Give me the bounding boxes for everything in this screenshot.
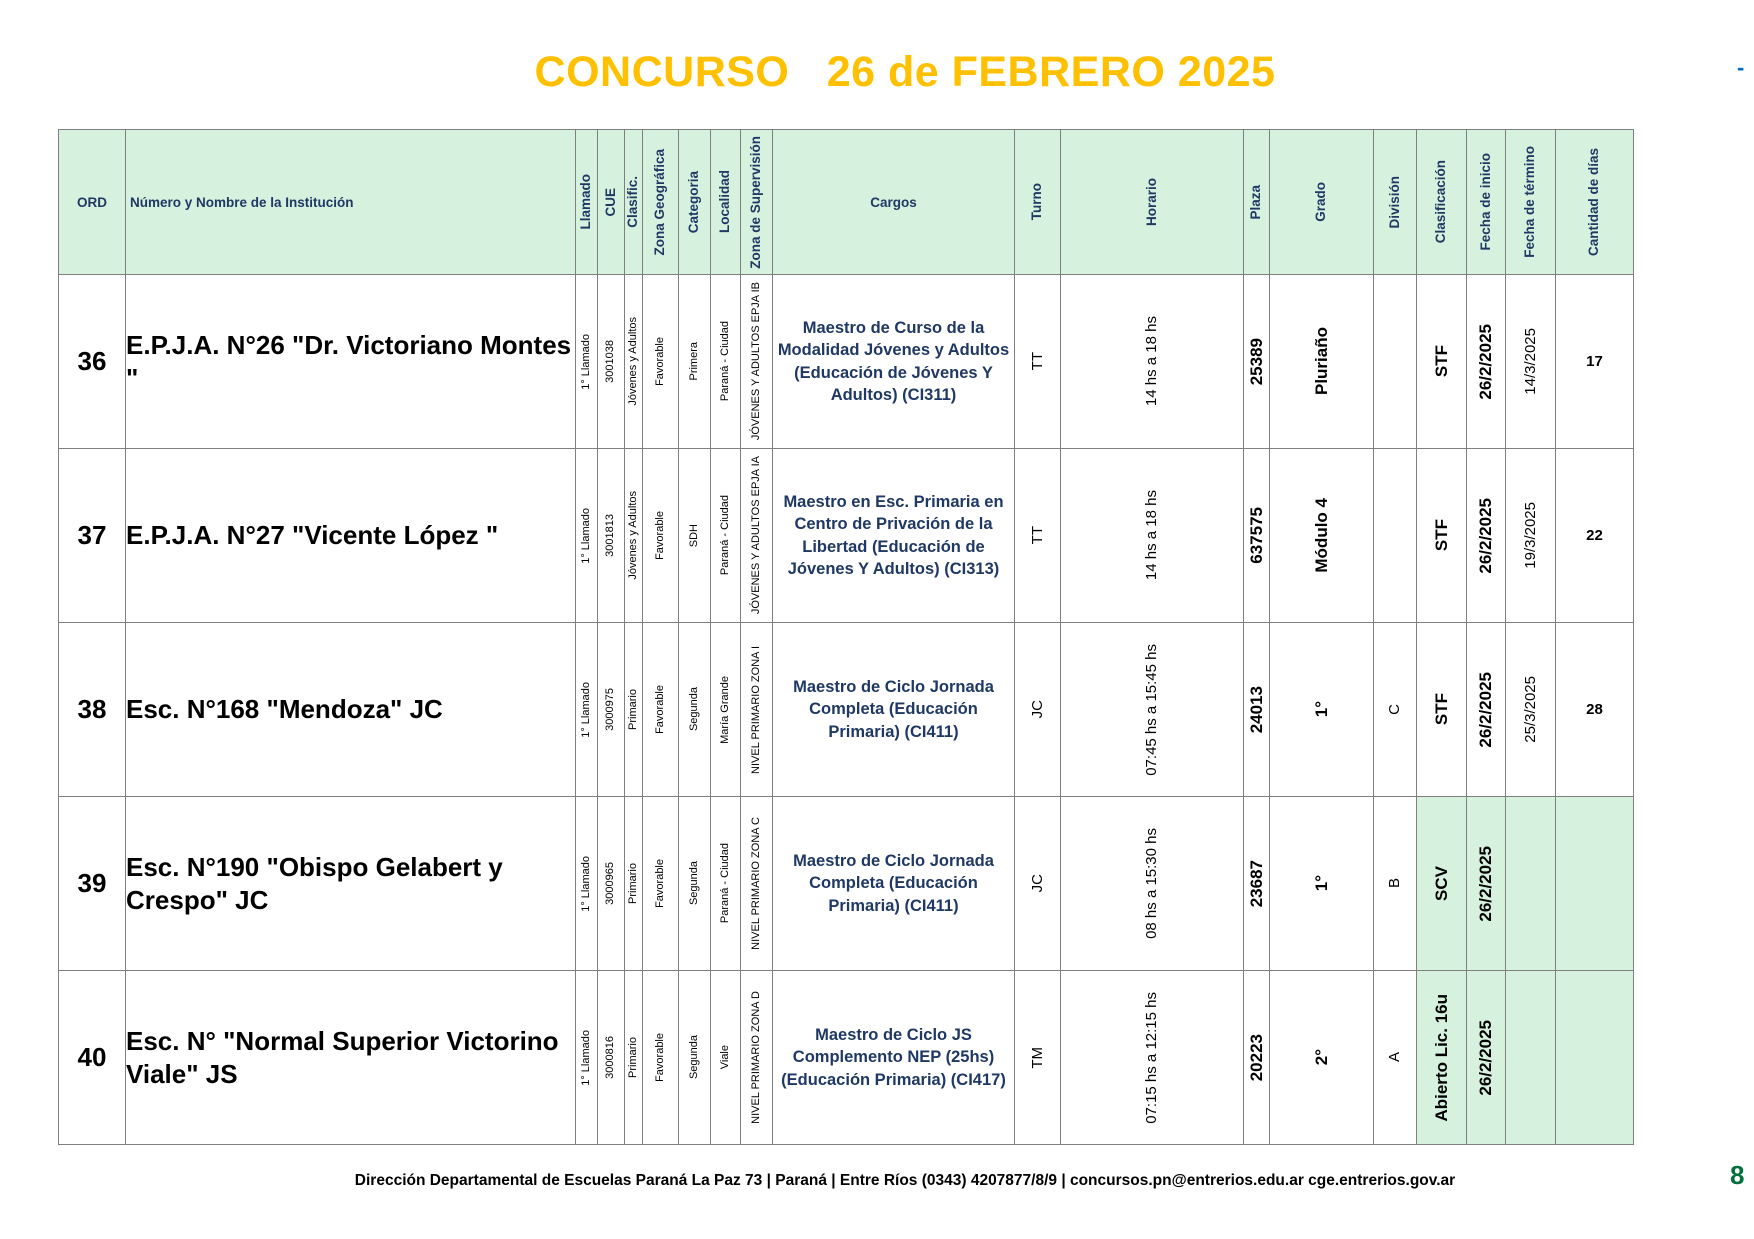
plaza-value: 20223	[1246, 1033, 1266, 1082]
header-zona-geografica-label: Zona Geográfica	[652, 148, 668, 256]
cell-cargo: Maestro de Ciclo JS Complemento NEP (25hs) (Educación Primaria) (CI417)	[773, 971, 1015, 1145]
cell-fecha-inicio	[1467, 971, 1506, 1145]
cell-plaza	[1244, 797, 1270, 971]
cell-grado	[1270, 449, 1374, 623]
division-value: C	[1386, 704, 1404, 715]
grado-value: 1°	[1311, 701, 1331, 718]
cell-localidad	[711, 623, 741, 797]
header-categoria	[679, 130, 711, 275]
cell-cue	[598, 971, 625, 1145]
cell-horario	[1061, 623, 1244, 797]
horario-value: 08 hs a 15:30 hs	[1143, 828, 1161, 939]
header-zona-geografica	[643, 130, 679, 275]
cell-horario	[1061, 797, 1244, 971]
cell-fecha-inicio	[1467, 623, 1506, 797]
cell-zona-supervision	[741, 623, 773, 797]
cell-fecha-inicio	[1467, 449, 1506, 623]
fecha-inicio-value: 26/2/2025	[1476, 323, 1496, 400]
cell-clasific	[625, 275, 643, 449]
page-title: CONCURSO 26 de FEBRERO 2025	[534, 48, 1276, 96]
cue-value: 3001038	[604, 340, 617, 383]
zona-geografica-value: Favorable	[653, 685, 666, 734]
llamado-value: 1° Llamado	[579, 507, 592, 564]
cell-turno	[1015, 623, 1061, 797]
header-zona-supervision	[741, 130, 773, 275]
cell-cargo: Maestro en Esc. Primaria en Centro de Privación de la Libertad (Educación de Jóvenes Y Adultos) (CI313)	[773, 449, 1015, 623]
categoria-value: Segunda	[687, 1035, 700, 1080]
localidad-value: Paraná - Ciudad	[718, 321, 731, 402]
footer-contact: Dirección Departamental de Escuelas Paraná La Paz 73 | Paraná | Entre Ríos (0343) 4207877/8/9 | concursos.pn@entrerios.edu.ar cge.entrerios.gov.ar	[354, 1172, 1456, 1189]
cell-cantidad-dias	[1556, 797, 1634, 971]
plaza-value: 25389	[1246, 337, 1266, 386]
cell-cue	[598, 797, 625, 971]
grado-value: 1°	[1311, 875, 1331, 892]
cell-cantidad-dias: 17	[1556, 275, 1634, 449]
header-grado-label: Grado	[1313, 182, 1329, 222]
cell-institucion: Esc. N°168 "Mendoza" JC	[126, 623, 576, 797]
cell-grado	[1270, 797, 1374, 971]
cell-plaza	[1244, 623, 1270, 797]
cell-ord: 40	[59, 971, 126, 1145]
llamado-value: 1° Llamado	[579, 1029, 592, 1086]
header-clasific	[625, 130, 643, 275]
cell-division	[1374, 797, 1417, 971]
turno-value: TT	[1028, 526, 1046, 545]
clasific-value: Jóvenes y Adultos	[626, 317, 639, 406]
cell-horario	[1061, 275, 1244, 449]
cell-institucion: E.P.J.A. N°26 "Dr. Victoriano Montes "	[126, 275, 576, 449]
cell-categoria	[679, 797, 711, 971]
cue-value: 3000975	[604, 688, 617, 731]
cell-institucion: Esc. N° "Normal Superior Victorino Viale" JS	[126, 971, 576, 1145]
header-plaza	[1244, 130, 1270, 275]
cell-zona-geografica	[643, 623, 679, 797]
zona-supervision-value: NIVEL PRIMARIO ZONA I	[749, 645, 762, 774]
cell-grado	[1270, 623, 1374, 797]
cell-clasific	[625, 623, 643, 797]
cell-ord: 38	[59, 623, 126, 797]
clasific-value: Jóvenes y Adultos	[626, 491, 639, 580]
grado-value: Pluriaño	[1311, 327, 1331, 396]
cell-cantidad-dias	[1556, 971, 1634, 1145]
cell-turno	[1015, 449, 1061, 623]
cue-value: 3001813	[604, 514, 617, 557]
cell-grado	[1270, 971, 1374, 1145]
cell-institucion: E.P.J.A. N°27 "Vicente López "	[126, 449, 576, 623]
cell-fecha-termino	[1506, 275, 1556, 449]
horario-value: 07:45 hs a 15:45 hs	[1143, 643, 1161, 776]
header-division-label: División	[1386, 175, 1402, 229]
cell-institucion: Esc. N°190 "Obispo Gelabert y Crespo" JC	[126, 797, 576, 971]
fecha-inicio-value: 26/2/2025	[1476, 845, 1496, 922]
cell-plaza	[1244, 971, 1270, 1145]
cell-categoria	[679, 971, 711, 1145]
table-row	[59, 797, 1634, 971]
cell-zona-geografica	[643, 275, 679, 449]
cell-turno	[1015, 971, 1061, 1145]
cell-grado	[1270, 275, 1374, 449]
localidad-value: Viale	[718, 1045, 731, 1070]
header-clasificacion-label: Clasificación	[1433, 160, 1449, 244]
cell-llamado	[576, 275, 598, 449]
cell-localidad	[711, 797, 741, 971]
horario-value: 07:15 hs a 12:15 hs	[1143, 991, 1161, 1124]
header-localidad	[711, 130, 741, 275]
turno-value: JC	[1028, 700, 1046, 719]
corner-mark: -	[1737, 55, 1745, 80]
fecha-termino-value: 19/3/2025	[1521, 502, 1539, 569]
cell-division	[1374, 449, 1417, 623]
zona-geografica-value: Favorable	[653, 1033, 666, 1082]
header-llamado-label: Llamado	[578, 174, 594, 230]
clasificacion-value: STF	[1431, 519, 1451, 552]
cell-clasific	[625, 971, 643, 1145]
cell-localidad	[711, 971, 741, 1145]
header-division	[1374, 130, 1417, 275]
cell-zona-geografica	[643, 971, 679, 1145]
grado-value: Módulo 4	[1311, 498, 1331, 573]
header-localidad-label: Localidad	[717, 170, 733, 234]
header-grado	[1270, 130, 1374, 275]
table-row	[59, 971, 1634, 1145]
turno-value: TM	[1028, 1046, 1046, 1069]
cell-clasific	[625, 449, 643, 623]
cell-clasific	[625, 797, 643, 971]
header-horario	[1061, 130, 1244, 275]
cell-division	[1374, 275, 1417, 449]
cell-horario	[1061, 449, 1244, 623]
cell-cue	[598, 275, 625, 449]
cell-turno	[1015, 275, 1061, 449]
cell-plaza	[1244, 275, 1270, 449]
zona-geografica-value: Favorable	[653, 511, 666, 560]
cell-fecha-termino	[1506, 971, 1556, 1145]
zona-supervision-value: JÓVENES Y ADULTOS EPJA IB	[749, 282, 762, 441]
header-cargos: Cargos	[773, 130, 1015, 275]
cell-categoria	[679, 449, 711, 623]
zona-supervision-value: JÓVENES Y ADULTOS EPJA IA	[749, 456, 762, 615]
table-row	[59, 275, 1634, 449]
fecha-inicio-value: 26/2/2025	[1476, 1019, 1496, 1096]
plaza-value: 24013	[1246, 685, 1266, 734]
cell-fecha-inicio	[1467, 275, 1506, 449]
categoria-value: Primera	[687, 342, 700, 381]
table-header-row	[59, 130, 1634, 275]
cell-cantidad-dias: 28	[1556, 623, 1634, 797]
categoria-value: SDH	[687, 523, 700, 548]
cell-horario	[1061, 971, 1244, 1145]
categoria-value: Segunda	[687, 687, 700, 732]
zona-supervision-value: NIVEL PRIMARIO ZONA C	[749, 817, 762, 950]
cell-ord: 37	[59, 449, 126, 623]
clasificacion-value: Abierto Lic. 16u	[1431, 993, 1451, 1122]
header-cue-label: CUE	[602, 187, 618, 217]
clasificacion-value: SCV	[1431, 866, 1451, 901]
cell-fecha-termino	[1506, 623, 1556, 797]
plaza-value: 637575	[1246, 507, 1266, 564]
zona-geografica-value: Favorable	[653, 859, 666, 908]
plaza-value: 23687	[1246, 859, 1266, 908]
cell-llamado	[576, 971, 598, 1145]
llamado-value: 1° Llamado	[579, 333, 592, 390]
cell-fecha-termino	[1506, 797, 1556, 971]
table-row	[59, 623, 1634, 797]
cell-llamado	[576, 797, 598, 971]
cell-ord: 39	[59, 797, 126, 971]
clasificacion-value: STF	[1431, 693, 1451, 726]
page-number: 8	[1730, 1160, 1745, 1190]
header-institucion: Número y Nombre de la Institución	[126, 130, 576, 275]
cell-clasificacion	[1417, 971, 1467, 1145]
cell-clasificacion	[1417, 449, 1467, 623]
cell-cantidad-dias: 22	[1556, 449, 1634, 623]
header-fecha-inicio	[1467, 130, 1506, 275]
cell-cargo: Maestro de Curso de la Modalidad Jóvenes y Adultos (Educación de Jóvenes Y Adultos) (CI311)	[773, 275, 1015, 449]
concurso-table	[58, 129, 1634, 1145]
cell-llamado	[576, 623, 598, 797]
llamado-value: 1° Llamado	[579, 855, 592, 912]
header-cantidad-dias-label: Cantidad de días	[1586, 147, 1602, 257]
cell-localidad	[711, 449, 741, 623]
header-llamado	[576, 130, 598, 275]
cue-value: 3000816	[604, 1036, 617, 1079]
horario-value: 14 hs a 18 hs	[1143, 490, 1161, 581]
cue-value: 3000965	[604, 862, 617, 905]
clasific-value: Primario	[626, 1037, 639, 1078]
localidad-value: Paraná - Ciudad	[718, 495, 731, 576]
header-clasificacion	[1417, 130, 1467, 275]
cell-zona-supervision	[741, 797, 773, 971]
header-fecha-termino	[1506, 130, 1556, 275]
header-zona-supervision-label: Zona de Supervisión	[748, 135, 764, 269]
header-turno-label: Turno	[1029, 183, 1045, 221]
header-horario-label: Horario	[1143, 177, 1159, 226]
cell-division	[1374, 971, 1417, 1145]
cell-ord: 36	[59, 275, 126, 449]
cell-clasificacion	[1417, 275, 1467, 449]
localidad-value: Paraná - Ciudad	[718, 843, 731, 924]
cell-zona-supervision	[741, 971, 773, 1145]
horario-value: 14 hs a 18 hs	[1143, 316, 1161, 407]
cell-cue	[598, 449, 625, 623]
cell-zona-supervision	[741, 449, 773, 623]
cell-division	[1374, 623, 1417, 797]
header-cue	[598, 130, 625, 275]
zona-supervision-value: NIVEL PRIMARIO ZONA D	[749, 991, 762, 1124]
zona-geografica-value: Favorable	[653, 337, 666, 386]
fecha-termino-value: 25/3/2025	[1521, 676, 1539, 743]
header-clasific-label: Clasific.	[625, 176, 641, 228]
header-fecha-inicio-label: Fecha de inicio	[1477, 153, 1493, 251]
turno-value: JC	[1028, 874, 1046, 893]
turno-value: TT	[1028, 352, 1046, 371]
table-row	[59, 449, 1634, 623]
cell-zona-geografica	[643, 797, 679, 971]
division-value: B	[1386, 878, 1404, 889]
header-cantidad-dias	[1556, 130, 1634, 275]
division-value: A	[1386, 1052, 1404, 1063]
clasific-value: Primario	[626, 863, 639, 904]
cell-cargo: Maestro de Ciclo Jornada Completa (Educación Primaria) (CI411)	[773, 797, 1015, 971]
cell-categoria	[679, 275, 711, 449]
llamado-value: 1° Llamado	[579, 681, 592, 738]
grado-value: 2°	[1311, 1049, 1331, 1066]
fecha-inicio-value: 26/2/2025	[1476, 671, 1496, 748]
cell-cargo: Maestro de Ciclo Jornada Completa (Educación Primaria) (CI411)	[773, 623, 1015, 797]
clasificacion-value: STF	[1431, 345, 1451, 378]
header-categoria-label: Categoria	[686, 170, 702, 234]
header-turno	[1015, 130, 1061, 275]
cell-zona-geografica	[643, 449, 679, 623]
cell-zona-supervision	[741, 275, 773, 449]
cell-clasificacion	[1417, 623, 1467, 797]
fecha-inicio-value: 26/2/2025	[1476, 497, 1496, 574]
header-ord: ORD	[59, 130, 126, 275]
cell-plaza	[1244, 449, 1270, 623]
clasific-value: Primario	[626, 689, 639, 730]
categoria-value: Segunda	[687, 861, 700, 906]
cell-cue	[598, 623, 625, 797]
cell-llamado	[576, 449, 598, 623]
localidad-value: María Grande	[718, 675, 731, 744]
cell-fecha-inicio	[1467, 797, 1506, 971]
fecha-termino-value: 14/3/2025	[1521, 328, 1539, 395]
header-plaza-label: Plaza	[1248, 184, 1264, 220]
cell-turno	[1015, 797, 1061, 971]
cell-categoria	[679, 623, 711, 797]
cell-fecha-termino	[1506, 449, 1556, 623]
cell-localidad	[711, 275, 741, 449]
header-fecha-termino-label: Fecha de término	[1522, 146, 1538, 258]
cell-clasificacion	[1417, 797, 1467, 971]
